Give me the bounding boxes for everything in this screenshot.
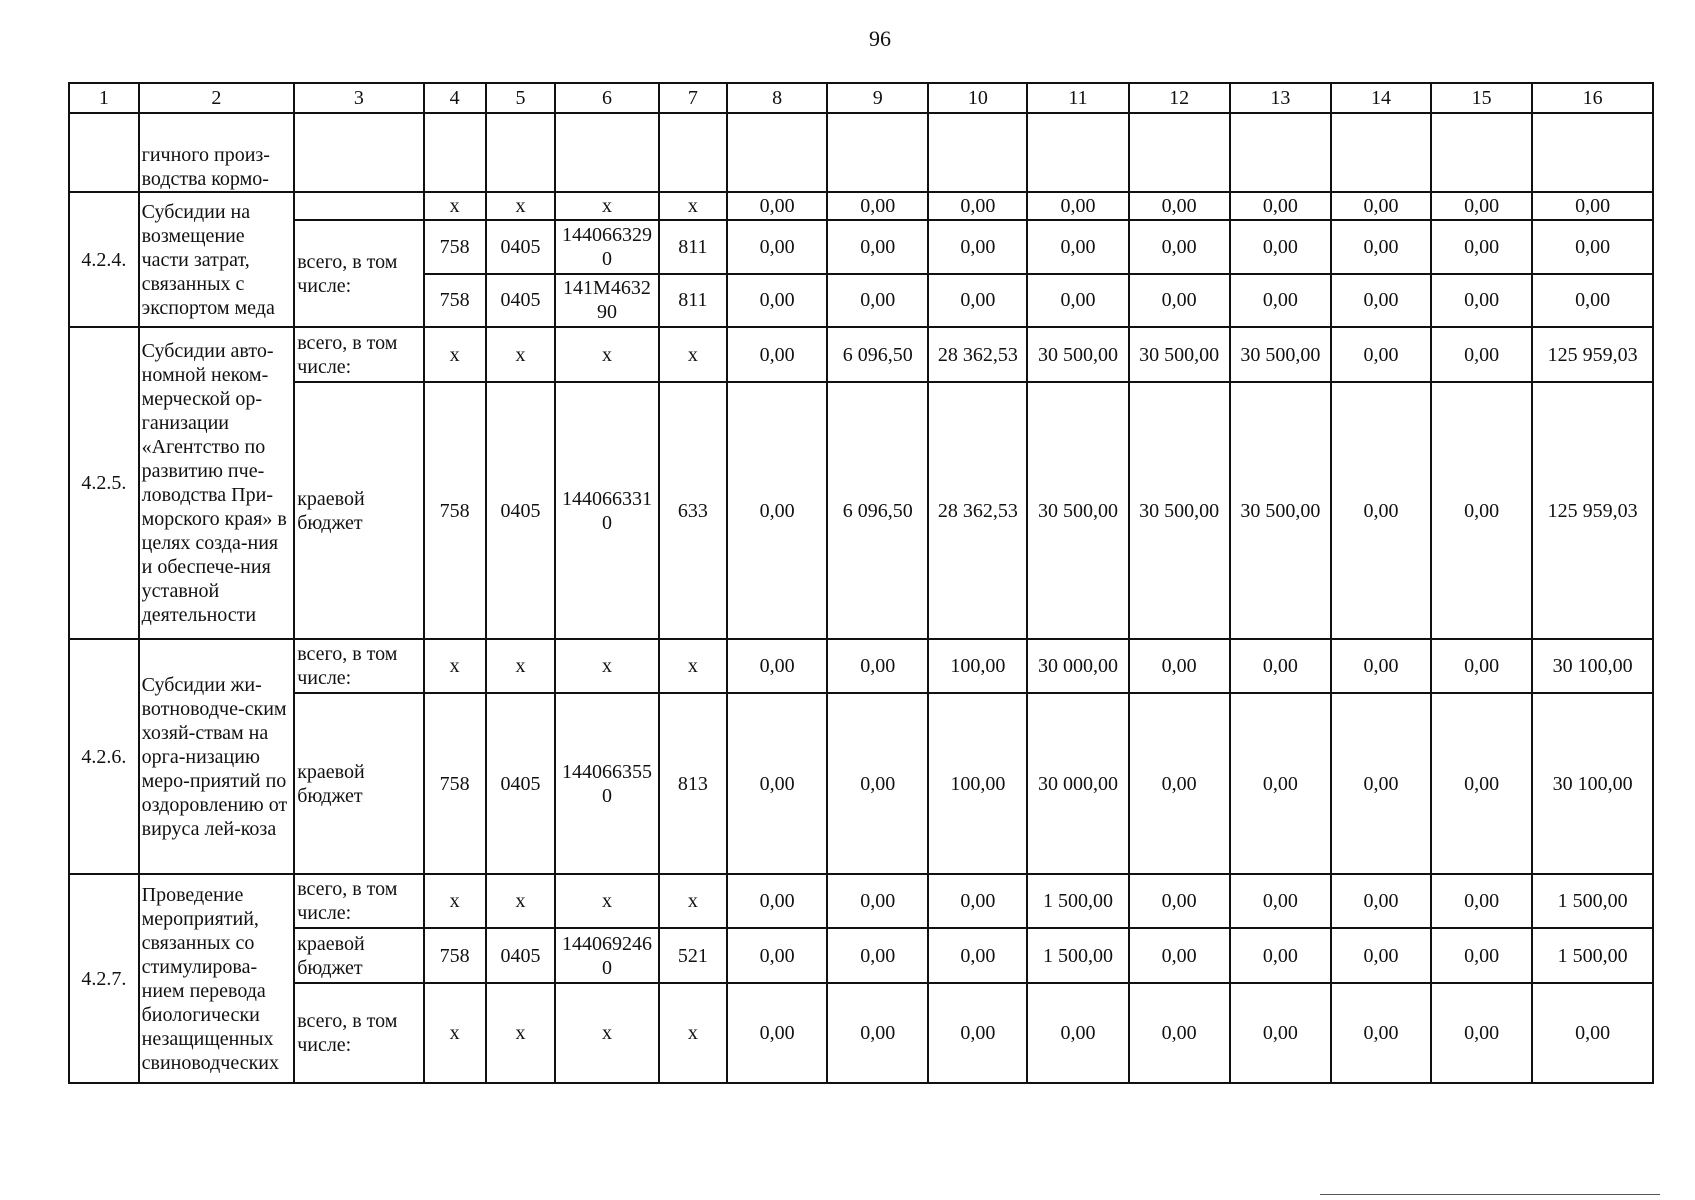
table-cell: 0,00 [827,192,928,220]
table-cell: 0,00 [727,983,827,1083]
column-header: 4 [424,83,486,113]
table-cell: 0,00 [1230,693,1331,874]
table-cell: 1 500,00 [1532,928,1653,982]
table-cell: х [659,192,728,220]
budget-code-cell: х [555,192,658,220]
table-cell: 0,00 [1331,874,1431,928]
item-name: Проведение мероприятий, связанных со стимулирова-нием перевода биологически незащищенных свиноводческих [139,874,295,1083]
table-cell: х [659,639,728,693]
table-cell: 0,00 [1331,382,1431,640]
table-cell: 0,00 [827,983,928,1083]
budget-code-cell: х [555,874,658,928]
table-row [69,639,1653,693]
column-header: 12 [1129,83,1230,113]
table-cell: 0,00 [1431,693,1532,874]
table-cell: 1 500,00 [1027,874,1128,928]
table-cell: 0,00 [1431,983,1532,1083]
funding-source: краевой бюджет [294,693,423,874]
table-row [69,928,1653,982]
funding-source: краевой бюджет [294,928,423,982]
budget-code-cell: 141M463290 [555,274,658,328]
table-cell: 30 000,00 [1027,693,1128,874]
table-cell: 1 500,00 [1027,928,1128,982]
table-cell: 0405 [486,928,556,982]
table-cell: 0,00 [827,274,928,328]
column-header: 8 [727,83,827,113]
table-cell: 6 096,50 [827,327,928,382]
table-cell: 521 [659,928,728,982]
table-cell: 0,00 [827,928,928,982]
table-cell: 0,00 [1431,382,1532,640]
table-cell: 0,00 [1230,192,1331,220]
budget-code-cell: 1440663310 [555,382,658,640]
column-header: 6 [555,83,658,113]
table-cell: 30 000,00 [1027,639,1128,693]
table-cell: 0,00 [1331,983,1431,1083]
budget-code-cell: х [555,327,658,382]
table-cell: 28 362,53 [928,327,1027,382]
table-cell: 0,00 [727,693,827,874]
table-cell: 0,00 [928,220,1027,274]
table-cell: 1 500,00 [1532,874,1653,928]
table-cell: 30 500,00 [1027,327,1128,382]
cell [294,113,423,192]
table-cell: 813 [659,693,728,874]
row-number: 4.2.6. [69,639,139,874]
table-row [69,220,1653,274]
table-cell: 30 100,00 [1532,639,1653,693]
table-cell: 0405 [486,693,556,874]
table-cell: 0405 [486,274,556,328]
column-header: 15 [1431,83,1532,113]
table-cell: х [424,639,486,693]
table-cell: 0,00 [928,192,1027,220]
page-number: 96 [869,26,891,51]
table-cell: 0,00 [727,639,827,693]
table-cell: 758 [424,382,486,640]
table-cell: 0,00 [727,220,827,274]
column-header: 9 [827,83,928,113]
table-cell: 0405 [486,220,556,274]
table-cell: 633 [659,382,728,640]
table-cell: х [486,639,556,693]
funding-source: всего, в том числе: [294,874,423,928]
table-row [69,693,1653,874]
budget-code-cell: 1440663290 [555,220,658,274]
header-row [69,83,1653,113]
table-cell: 0,00 [1129,220,1230,274]
table-cell: 100,00 [928,693,1027,874]
item-name: Субсидии жи-вотноводче-ским хозяй-ствам на орга-низацию меро-приятий по оздоровлению от вируса лей-коза [139,639,295,874]
table-cell: 0,00 [1129,874,1230,928]
table-cell: 0,00 [1431,639,1532,693]
table-cell: 0,00 [928,274,1027,328]
table-cell: 0405 [486,382,556,640]
table-cell: 0,00 [1431,220,1532,274]
cell [294,192,423,220]
table-cell: 28 362,53 [928,382,1027,640]
table-cell: 0,00 [1431,274,1532,328]
funding-source: всего, в том числе: [294,220,423,328]
table-cell: 0,00 [827,639,928,693]
table-cell: 0,00 [727,928,827,982]
table-cell: х [486,874,556,928]
table-cell: 0,00 [1431,192,1532,220]
funding-source: всего, в том числе: [294,983,423,1083]
table-cell: 30 500,00 [1230,327,1331,382]
table-cell: 0,00 [1230,874,1331,928]
table-cell: 30 500,00 [1027,382,1128,640]
table-cell: 0,00 [1230,274,1331,328]
table-cell: 0,00 [1230,983,1331,1083]
table-cell: 811 [659,274,728,328]
budget-table [68,82,1654,1084]
table-row [69,874,1653,928]
funding-source: всего, в том числе: [294,639,423,693]
table-cell: 0,00 [928,983,1027,1083]
table-cell: 758 [424,928,486,982]
item-name: Субсидии на возмещение части затрат, связанных с экспортом меда [139,192,295,328]
row-number: 4.2.7. [69,874,139,1083]
table-row [69,382,1653,640]
table-cell: 0,00 [1331,192,1431,220]
table-cell: 0,00 [727,382,827,640]
table-cell: 0,00 [1532,274,1653,328]
column-header: 5 [486,83,556,113]
table-cell: 0,00 [1129,983,1230,1083]
table-row [69,983,1653,1083]
table-cell: 30 500,00 [1129,382,1230,640]
column-header: 16 [1532,83,1653,113]
table-cell: 30 500,00 [1129,327,1230,382]
table-row [69,327,1653,382]
table-cell: 0,00 [928,928,1027,982]
table-cell: 0,00 [1027,983,1128,1083]
table-cell: х [659,874,728,928]
continuation-row [69,113,1653,192]
table-cell: 0,00 [1129,192,1230,220]
column-header: 11 [1027,83,1128,113]
table-cell: 758 [424,274,486,328]
table-cell: 100,00 [928,639,1027,693]
column-header: 7 [659,83,728,113]
table-cell: 0,00 [1027,220,1128,274]
table-cell: х [424,874,486,928]
column-header: 3 [294,83,423,113]
table-cell: 0,00 [1027,192,1128,220]
funding-source: краевой бюджет [294,382,423,640]
table-cell: 0,00 [827,874,928,928]
table-cell: 0,00 [1331,274,1431,328]
table-cell: х [424,192,486,220]
column-header: 14 [1331,83,1431,113]
table-cell: 0,00 [1129,274,1230,328]
table-cell: 0,00 [827,693,928,874]
column-header: 13 [1230,83,1331,113]
row-number: 4.2.5. [69,327,139,639]
cell [69,113,139,192]
table-cell: х [659,983,728,1083]
table-cell: 0,00 [727,274,827,328]
table-cell: 0,00 [1129,639,1230,693]
table-cell: 758 [424,220,486,274]
table-cell: 6 096,50 [827,382,928,640]
table-cell: 0,00 [727,327,827,382]
table-cell: 30 500,00 [1230,382,1331,640]
row-number: 4.2.4. [69,192,139,328]
table-cell: 0,00 [1532,983,1653,1083]
column-header: 1 [69,83,139,113]
item-name: Субсидии авто-номной неком-мерческой ор-ганизации «Агентство по развитию пче-ловодства При-морского края» в целях созда-ния и обеспече-ния уставной деятельности [139,327,295,639]
table-cell: 0,00 [1431,327,1532,382]
table-cell: 0,00 [1129,693,1230,874]
table-cell: 0,00 [1532,192,1653,220]
table-cell: 758 [424,693,486,874]
table-row [69,192,1653,220]
table-cell: х [486,192,556,220]
table-cell: х [424,983,486,1083]
table-cell: 0,00 [727,874,827,928]
budget-code-cell: 1440692460 [555,928,658,982]
table-cell: 811 [659,220,728,274]
table-cell: 0,00 [928,874,1027,928]
budget-code-cell: х [555,639,658,693]
column-header: 2 [139,83,295,113]
table-cell: 0,00 [1230,220,1331,274]
table-cell: 0,00 [1331,327,1431,382]
column-header: 10 [928,83,1027,113]
table-cell: 0,00 [1331,928,1431,982]
table-cell: 0,00 [1129,928,1230,982]
table-cell: 0,00 [727,192,827,220]
table-cell: 0,00 [1331,220,1431,274]
table-cell: 30 100,00 [1532,693,1653,874]
table-cell: 0,00 [1027,274,1128,328]
table-cell: 0,00 [1532,220,1653,274]
table-cell: 0,00 [1230,928,1331,982]
table-cell: 0,00 [1331,693,1431,874]
budget-code-cell: 1440663550 [555,693,658,874]
funding-source: всего, в том числе: [294,327,423,382]
table-cell: х [424,327,486,382]
table-cell: 0,00 [1431,874,1532,928]
table-cell: х [486,983,556,1083]
divider [1320,1194,1660,1195]
table-cell: 0,00 [827,220,928,274]
table-cell: 125 959,03 [1532,382,1653,640]
continuation-name: гичного произ-водства кормо- [139,113,295,192]
table-cell: 125 959,03 [1532,327,1653,382]
table-cell: 0,00 [1331,639,1431,693]
table-cell: 0,00 [1230,639,1331,693]
table-cell: х [659,327,728,382]
table-cell: 0,00 [1431,928,1532,982]
table-cell: х [486,327,556,382]
budget-code-cell: х [555,983,658,1083]
